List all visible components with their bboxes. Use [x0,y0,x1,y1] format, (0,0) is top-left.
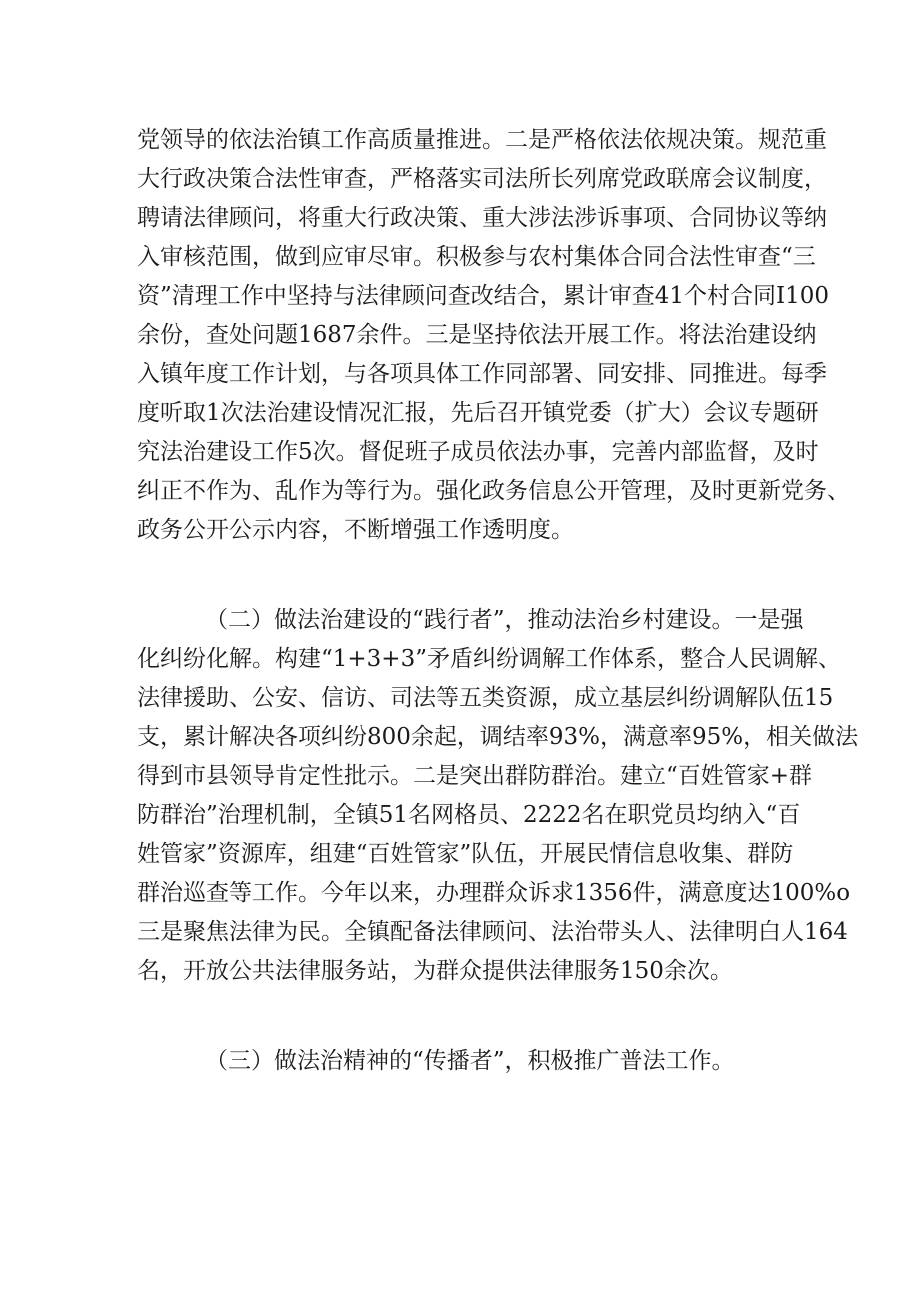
text-line: 党领导的依法治镇工作高质量推进。二是严格依法依规决策。规范重 [137,127,827,153]
text-line: 三是聚焦法律为民。全镇配备法律顾问、法治带头人、法律明白人164 [137,919,848,945]
text-line: 入镇年度工作计划，与各项具体工作同部署、同安排、同推进。每季 [137,361,827,387]
text-line: 得到市县领导肯定性批示。二是突出群防群治。建立“百姓管家+群 [137,763,813,789]
text-line: 大行政决策合法性审查，严格落实司法所长列席党政联席会议制度， [137,166,827,192]
text-line: 度听取1次法治建设情况汇报，先后召开镇党委（扩大）会议专题研 [137,400,819,426]
text-line: 支，累计解决各项纠纷800余起，调结率93%，满意率95%，相关做法 [137,724,859,750]
text-line: 入审核范围，做到应审尽审。积极参与农村集体合同合法性审查“三 [137,244,816,270]
text-line: 群治巡查等工作。今年以来，办理群众诉求1356件，满意度达100%o [137,880,851,906]
text-line: 余份，查处问题1687余件。三是坚持依法开展工作。将法治建设纳 [137,322,817,348]
text-line: 名，开放公共法律服务站，为群众提供法律服务150余次。 [137,958,733,984]
document-body [137,121,859,1081]
paragraph-spacer [137,550,795,601]
text-line: 法律援助、公安、信访、司法等五类资源，成立基层纠纷调解队伍15 [137,685,834,711]
text-line: 纠正不作为、乱作为等行为。强化政务信息公开管理，及时更新党务、 [137,478,850,504]
text-line: 聘请法律顾问，将重大行政决策、重大涉法涉诉事项、合同协议等纳 [137,205,827,231]
text-line: 政务公开公示内容，不断增强工作透明度。 [137,517,574,543]
paragraph-spacer [137,991,795,1042]
text-line: 防群治”治理机制，全镇51名网格员、2222名在职党员均纳入“百 [137,802,801,828]
text-line: 化纠纷化解。构建“1+3+3”矛盾纠纷调解工作体系，整合人民调解、 [137,646,841,672]
text-line: 姓管家”资源库，组建“百姓管家”队伍，开展民情信息收集、群防 [137,841,794,867]
text-line: 资”清理工作中坚持与法律顾问查改结合，累计审查41个村合同I100 [137,283,830,309]
text-line-indented: （三）做法治精神的“传播者”，积极推广普法工作。 [205,1048,735,1074]
paragraph-1 [137,121,850,550]
paragraph-2 [137,601,859,991]
text-line: 究法治建设工作5次。督促班子成员依法办事，完善内部监督，及时 [137,439,819,465]
section-heading-3 [137,1042,795,1081]
text-line-indented: （二）做法治建设的“践行者”，推动法治乡村建设。一是强 [205,607,804,633]
